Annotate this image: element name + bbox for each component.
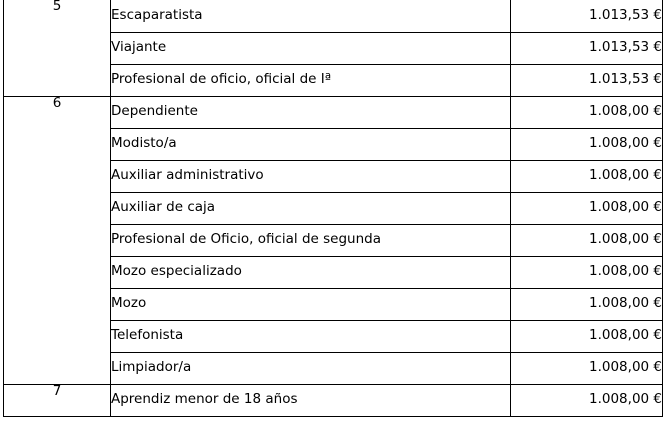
level-cell: 5 (4, 0, 111, 96)
level-cell: 6 (4, 96, 111, 384)
salary-amount-cell: 1.008,00 € (511, 160, 663, 192)
salary-amount-cell: 1.008,00 € (511, 320, 663, 352)
job-title-cell: Limpiador/a (111, 352, 511, 384)
job-title-cell: Modisto/a (111, 128, 511, 160)
table-row (4, 96, 663, 128)
salary-amount-cell: 1.008,00 € (511, 96, 663, 128)
salary-amount-cell: 1.008,00 € (511, 224, 663, 256)
job-title-cell: Escaparatista (111, 0, 511, 32)
salary-amount-cell: 1.008,00 € (511, 256, 663, 288)
salary-amount-cell: 1.013,53 € (511, 32, 663, 64)
salary-amount-cell: 1.008,00 € (511, 192, 663, 224)
job-title-cell: Auxiliar de caja (111, 192, 511, 224)
salary-amount-cell: 1.008,00 € (511, 128, 663, 160)
job-title-cell: Aprendiz menor de 18 años (111, 384, 511, 416)
table-row (4, 384, 663, 416)
salary-amount-cell: 1.013,53 € (511, 64, 663, 96)
salary-amount-cell: 1.008,00 € (511, 288, 663, 320)
salary-table (3, 0, 663, 417)
job-title-cell: Profesional de oficio, oficial de Iª (111, 64, 511, 96)
job-title-cell: Dependiente (111, 96, 511, 128)
salary-amount-cell: 1.008,00 € (511, 384, 663, 416)
salary-amount-cell: 1.013,53 € (511, 0, 663, 32)
job-title-cell: Telefonista (111, 320, 511, 352)
job-title-cell: Mozo (111, 288, 511, 320)
job-title-cell: Profesional de Oficio, oficial de segunda (111, 224, 511, 256)
level-cell: 7 (4, 384, 111, 416)
job-title-cell: Viajante (111, 32, 511, 64)
table-row (4, 0, 663, 32)
job-title-cell: Mozo especializado (111, 256, 511, 288)
salary-amount-cell: 1.008,00 € (511, 352, 663, 384)
job-title-cell: Auxiliar administrativo (111, 160, 511, 192)
